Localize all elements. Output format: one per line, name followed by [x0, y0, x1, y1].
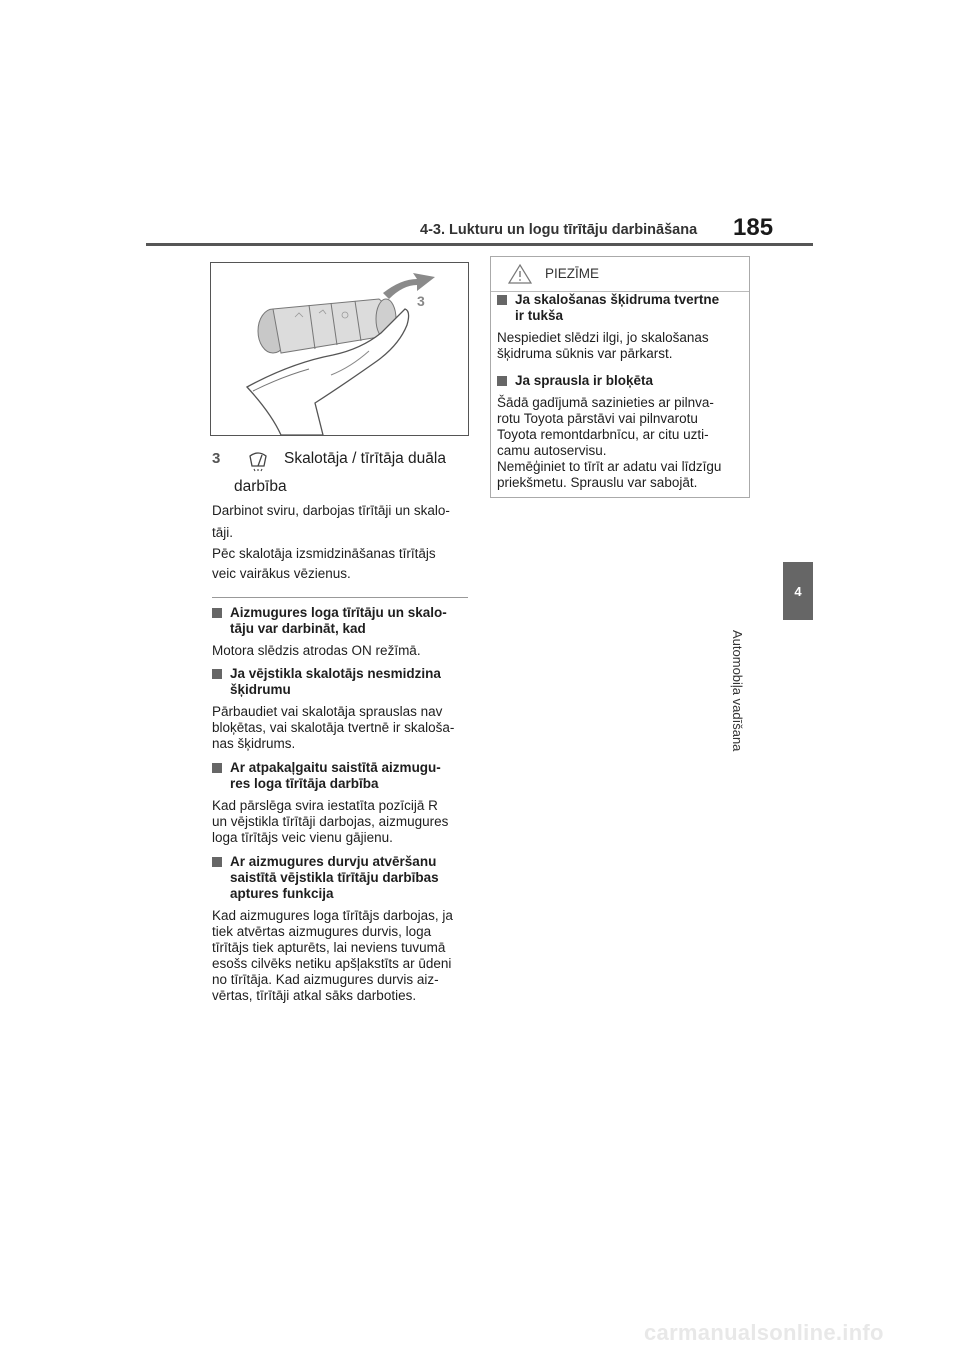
section-body: Kad aizmugures loga tīrītājs darbojas, ja tiek atvērtas aizmugures durvis, loga tīrītājs tiek apturēts, lai neviens tuvumā esošs cilvēks netiku apšļakstīts ar ūdeni no tīrītāja. Kad aizmugures durvis aiz- vērtas, tīrītāji atkal sāks darboties.	[212, 908, 453, 1003]
note-section-1	[497, 292, 743, 362]
washer-wiper-icon	[248, 450, 268, 477]
note-heading: Ja sprausla ir bloķēta	[515, 373, 654, 388]
section-heading: Ar aizmugures durvju atvēršanu saistītā vējstikla tīrītāju darbības aptures funkcija	[230, 854, 439, 901]
note-box	[490, 256, 750, 498]
bullet-square	[212, 763, 222, 773]
note-title: PIEZĪME	[545, 266, 600, 281]
bullet-square	[212, 608, 222, 618]
chapter-title	[729, 630, 815, 780]
note-body: Nespiediet slēdzi ilgi, jo skalošanas šķidruma sūknis var pārkarst.	[497, 330, 709, 361]
warning-triangle-icon	[507, 263, 533, 290]
section-3	[212, 760, 470, 846]
bullet-square	[497, 376, 507, 386]
section-heading: Ja vējstikla skalotājs nesmidzina šķidrumu	[230, 666, 441, 697]
section-heading: Ar atpakaļgaitu saistītā aizmugu- res loga tīrītāja darbība	[230, 760, 441, 791]
item-desc-line3: Pēc skalotāja izsmidzināšanas tīrītājs	[212, 546, 436, 561]
item-label-line2: darbība	[234, 478, 287, 495]
section-2	[212, 666, 470, 752]
section-body: Kad pārslēga svira iestatīta pozīcijā R un vējstikla tīrītāji darbojas, aizmugures loga tīrītājs veic vienu gājienu.	[212, 798, 449, 845]
note-body: Šādā gadījumā sazinieties ar pilnva- rotu Toyota pārstāvi vai pilnvarotu Toyota remontdarbnīcu, ar citu uzti- camu autoservisu. Nemēģiniet to tīrīt ar adatu vai līdzīgu priekšmetu. Sprauslu var sabojāt.	[497, 395, 722, 490]
note-heading: Ja skalošanas šķidruma tvertne ir tukša	[515, 292, 720, 323]
chapter-tab: 4	[783, 562, 813, 620]
bullet-square	[212, 669, 222, 679]
section-4	[212, 854, 470, 1004]
page-number: 185	[733, 214, 774, 241]
section-divider	[212, 597, 468, 598]
section-1	[212, 605, 470, 659]
note-section-2	[497, 373, 743, 491]
note-header	[491, 257, 749, 292]
item-desc-line1: Darbinot sviru, darbojas tīrītāji un skalo-	[212, 503, 450, 518]
section-body: Motora slēdzis atrodas ON režīmā.	[212, 643, 421, 658]
callout-number: 3	[417, 293, 425, 309]
section-body: Pārbaudiet vai skalotāja sprauslas nav bloķētas, vai skalotāja tvertnē ir skaloša- nas šķidrums.	[212, 704, 455, 751]
wiper-lever-illustration	[210, 262, 469, 436]
item-desc-line2: tāji.	[212, 525, 234, 540]
bullet-square	[497, 295, 507, 305]
section-heading: Aizmugures loga tīrītāju un skalo- tāju var darbināt, kad	[230, 605, 447, 636]
lever-drawing	[211, 263, 468, 435]
chapter-title-text: Automobiļa vadīšana	[729, 630, 745, 752]
item-label-line1: Skalotāja / tīrītāja duāla	[284, 450, 446, 467]
section-title: 4-3. Lukturu un logu tīrītāju darbināšana	[420, 222, 698, 238]
bullet-square	[212, 857, 222, 867]
watermark: carmanualsonline.info	[644, 1320, 884, 1345]
item-desc-line4: veic vairākus vēzienus.	[212, 566, 351, 581]
header-rule-line	[146, 243, 813, 246]
item-number: 3	[212, 450, 221, 467]
